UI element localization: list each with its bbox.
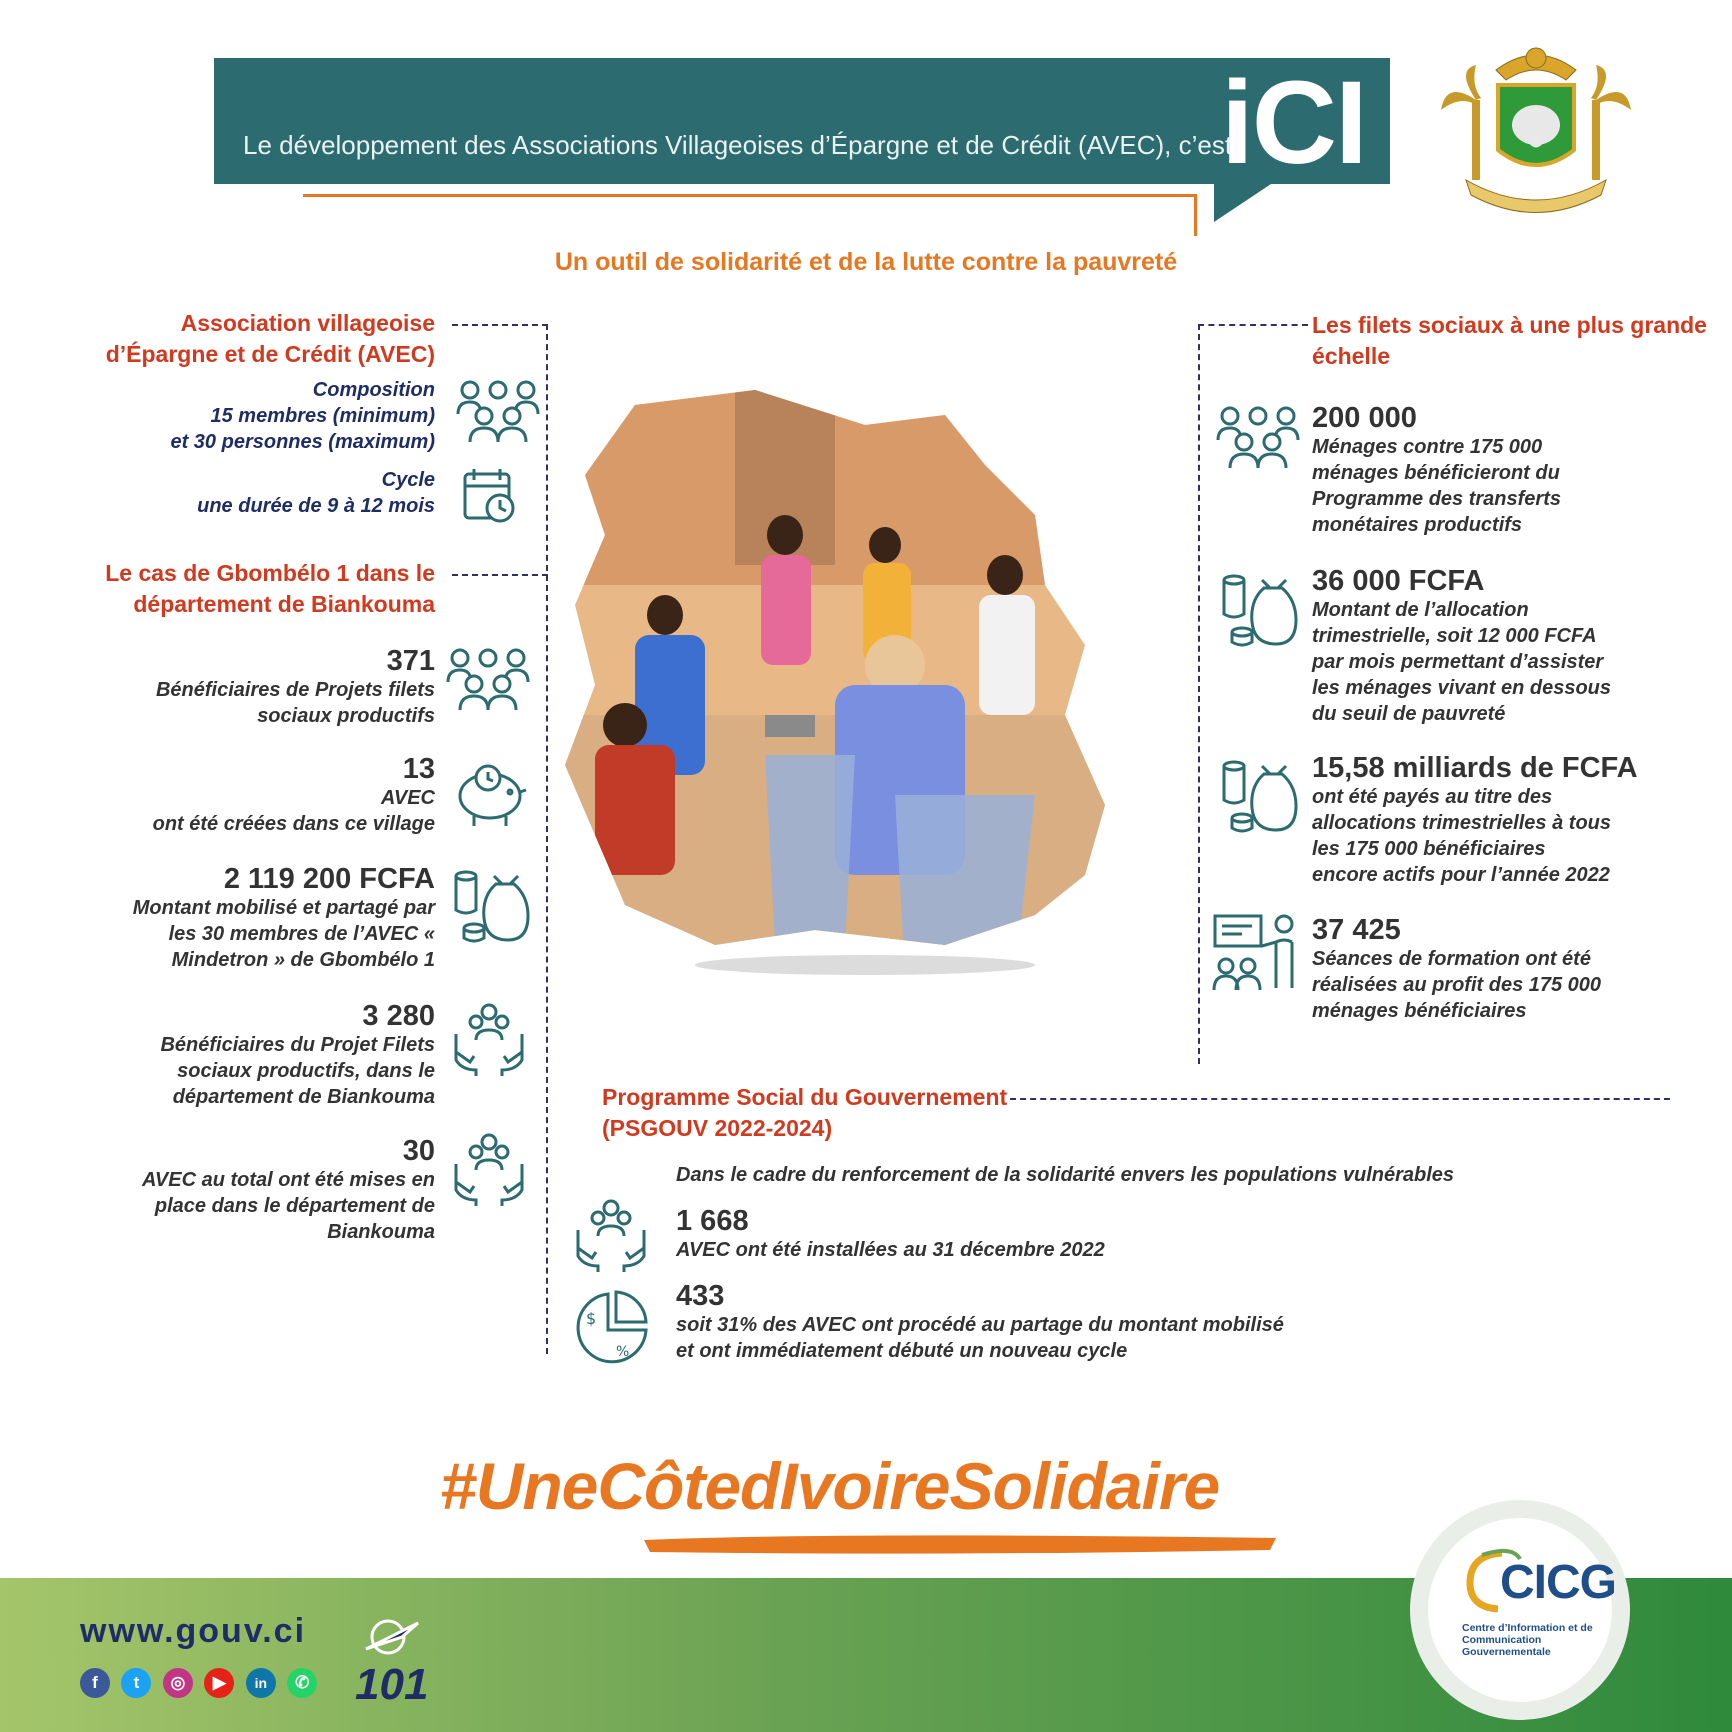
stat-371 [60, 645, 435, 729]
filets-title-line1: Les filets sociaux à une plus grande [1312, 312, 1707, 338]
calendar-clock-icon [462, 466, 520, 524]
stat-line: ménages bénéficieront du [1312, 462, 1560, 484]
stat-line: allocations trimestrielles à tous [1312, 812, 1611, 834]
coat-of-arms-emblem [1436, 40, 1636, 220]
stat-line: AVEC [380, 787, 435, 809]
people-group-icon [446, 646, 530, 712]
psgouv-title-line2: (PSGOUV 2022-2024) [602, 1115, 833, 1141]
filets-title-line2: échelle [1312, 343, 1390, 369]
composition-label: Composition [312, 379, 435, 401]
finance-pie-icon [572, 1290, 650, 1366]
stat-line: Ménages contre 175 000 [1312, 436, 1543, 458]
money-bag-icon [1220, 756, 1298, 834]
stat-3280 [60, 1000, 435, 1110]
stat-line: soit 31% des AVEC ont procédé au partage du montant mobilisé [676, 1314, 1284, 1336]
dashed-right-vertical [1198, 324, 1200, 1064]
stat-line: place dans le département de [154, 1195, 435, 1217]
stat-13 [60, 753, 435, 837]
hands-people-icon [574, 1196, 648, 1274]
stat-line: département de Biankouma [172, 1086, 435, 1108]
stat-line: Bénéficiaires du Projet Filets [160, 1034, 435, 1056]
stat-line: les ménages vivant en dessous [1312, 677, 1612, 699]
composition-line1: 15 membres (minimum) [210, 405, 435, 427]
twitter-icon[interactable]: t [121, 1668, 151, 1698]
facebook-icon[interactable]: f [80, 1668, 110, 1698]
stat-line: ont été payés au titre des [1312, 786, 1553, 808]
header-banner [214, 57, 1390, 189]
avec-title-line1: Association villageoise [180, 310, 435, 336]
stat-line: les 175 000 bénéficiaires [1312, 838, 1546, 860]
banner-text: Le développement des Associations Villageoises d’Épargne et de Crédit (AVEC), c’est [243, 130, 1233, 160]
community-meeting-photo [565, 385, 1125, 975]
stat-line: sociaux productifs, dans le [177, 1060, 435, 1082]
whatsapp-icon[interactable]: ✆ [287, 1668, 317, 1698]
money-bag-icon [1220, 570, 1298, 648]
case-title-line2: département de Biankouma [133, 591, 435, 617]
stat-number: 15,58 milliards de FCFA [1312, 752, 1638, 784]
psgouv-intro: Dans le cadre du renforcement de la solidarité envers les populations vulnérables [676, 1164, 1455, 1186]
stat-line: et ont immédiatement débuté un nouveau cycle [676, 1340, 1128, 1362]
hands-people-icon [452, 1000, 526, 1078]
stat-number: 371 [386, 645, 435, 677]
stat-number: 200 000 [1312, 402, 1417, 434]
stat-number: 36 000 FCFA [1312, 565, 1485, 597]
stat-1668 [676, 1205, 1476, 1263]
stat-30 [60, 1135, 435, 1245]
cycle-block [100, 467, 435, 519]
training-board-icon [1212, 912, 1302, 992]
dashed-connector [1198, 324, 1308, 326]
cicg-subtitle: Centre d’Information et de Communication Gouvernementale [1462, 1622, 1593, 1658]
cycle-label: Cycle [381, 469, 435, 491]
stat-line: Montant de l’allocation [1312, 599, 1529, 621]
money-bag-icon [452, 866, 530, 944]
case-section-title [80, 558, 435, 620]
header-underline [303, 194, 1196, 197]
stat-number: 2 119 200 FCFA [223, 863, 435, 895]
stat-number: 1 668 [676, 1205, 749, 1237]
stat-line: ont été créées dans ce village [152, 813, 435, 835]
stat-line: réalisées au profit des 175 000 [1312, 974, 1602, 996]
stat-line: par mois permettant d’assister [1312, 651, 1604, 673]
piggy-bank-icon [452, 756, 528, 828]
stat-number: 3 280 [362, 1000, 435, 1032]
cicg-logo-text: CICG [1500, 1556, 1616, 1609]
case-title-line1: Le cas de Gbombélo 1 dans le [105, 560, 435, 586]
main-subtitle: Un outil de solidarité et de la lutte contre la pauvreté [554, 248, 1178, 276]
stat-line: sociaux productifs [257, 705, 435, 727]
dashed-connector [452, 324, 548, 326]
youtube-icon[interactable]: ▶ [204, 1668, 234, 1698]
svg-text:%: % [616, 1344, 630, 1360]
stat-1558 [1312, 752, 1722, 888]
filets-section-title [1312, 310, 1712, 372]
linkedin-icon[interactable]: in [246, 1668, 276, 1698]
stat-number: 13 [402, 753, 435, 785]
stat-number: 433 [676, 1280, 725, 1312]
dashed-connector [1010, 1098, 1670, 1100]
stat-line: Programme des transferts [1312, 488, 1561, 510]
svg-text:$: $ [586, 1309, 597, 1328]
stat-number: 37 425 [1312, 914, 1401, 946]
psgouv-title-line1: Programme Social du Gouvernement [602, 1084, 1008, 1110]
stat-line: ménages bénéficiaires [1312, 1000, 1527, 1022]
hotline-number: 101 [355, 1660, 429, 1709]
stat-line: encore actifs pour l’année 2022 [1312, 864, 1610, 886]
brush-stroke-underline [640, 1530, 1280, 1556]
banner-ici-word: iCI [1221, 57, 1366, 189]
stat-line: Montant mobilisé et partagé par [132, 897, 435, 919]
stat-line: Bénéficiaires de Projets filets [155, 679, 435, 701]
social-links [80, 1668, 324, 1698]
dashed-connector [452, 574, 548, 576]
avec-section-title [100, 308, 435, 370]
stat-36000 [1312, 565, 1712, 727]
campaign-hashtag: #UneCôtedIvoireSolidaire [440, 1449, 1220, 1523]
people-group-icon [456, 378, 540, 444]
stat-433 [676, 1280, 1576, 1364]
stat-line: les 30 membres de l’AVEC « [168, 923, 435, 945]
psgouv-section-title [602, 1082, 1022, 1144]
plane-logo-icon [362, 1615, 422, 1660]
header-underline-tick [1194, 194, 1197, 236]
people-group-icon [1216, 404, 1300, 470]
instagram-icon[interactable]: ◎ [163, 1668, 193, 1698]
stat-2119200 [40, 863, 435, 973]
stat-line: Séances de formation ont été [1312, 948, 1591, 970]
stat-line: du seuil de pauvreté [1312, 703, 1506, 725]
stat-line: trimestrielle, soit 12 000 FCFA [1312, 625, 1597, 647]
stat-number: 30 [402, 1135, 435, 1167]
avec-title-line2: d’Épargne et de Crédit (AVEC) [105, 341, 435, 367]
stat-line: AVEC au total ont été mises en [141, 1169, 435, 1191]
dashed-left-vertical [546, 324, 548, 1354]
stat-line: Biankouma [327, 1221, 435, 1243]
stat-line: Mindetron » de Gbombélo 1 [171, 949, 435, 971]
composition-line2: et 30 personnes (maximum) [170, 431, 435, 453]
stat-line: AVEC ont été installées au 31 décembre 2022 [676, 1239, 1105, 1261]
stat-200000 [1312, 402, 1712, 538]
cycle-text: une durée de 9 à 12 mois [197, 495, 435, 517]
stat-line: monétaires productifs [1312, 514, 1523, 536]
website-link[interactable]: www.gouv.ci [80, 1612, 307, 1650]
stat-37425 [1312, 914, 1712, 1024]
composition-block [100, 377, 435, 455]
hands-people-icon [452, 1130, 526, 1208]
